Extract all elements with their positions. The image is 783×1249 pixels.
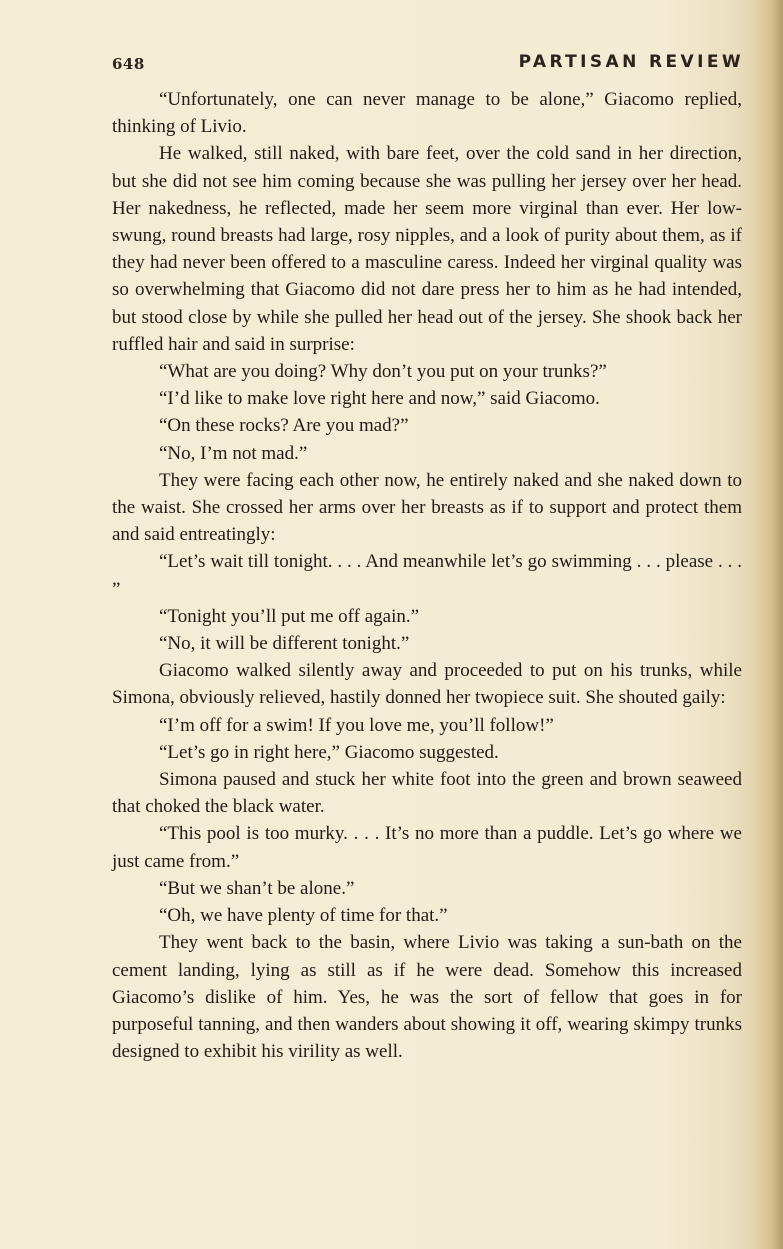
paragraph: “On these rocks? Are you mad?”: [159, 415, 409, 437]
body-text: [112, 86, 742, 1065]
page-gutter-shadow: [753, 0, 783, 1249]
paragraph: “I’m off for a swim! If you love me, you’ll follow!”: [159, 714, 554, 736]
paragraph: “Tonight you’ll put me off again.”: [159, 605, 420, 627]
paragraph: “Oh, we have plenty of time for that.”: [159, 905, 448, 927]
paragraph: He walked, still naked, with bare feet, over the cold sand in her direction, but she did not see him coming because she was pulling her jersey over her head. Her nakedness, he reflected, made her seem more virginal than ever. Her low-swung, round breasts had large, rosy nipples, and a look of purity about them, as if they had never been offered to a masculine caress. Indeed her virginal quality was so overwhelming that Giacomo did not dare press her to him as he had intended, but stood close by while she pulled her head out of the jersey. She shook back her ruffled hair and said in surprise:: [112, 143, 742, 355]
paragraph: “What are you doing? Why don’t you put on your trunks?”: [159, 361, 607, 383]
paragraph: “This pool is too murky. . . . It’s no more than a puddle. Let’s go where we just came from.”: [112, 823, 742, 872]
paragraph: “No, it will be different tonight.”: [159, 633, 410, 655]
page-header: [112, 52, 744, 82]
running-title: PARTISAN REVIEW: [518, 52, 744, 72]
paragraph: “Let’s wait till tonight. . . . And meanwhile let’s go swimming . . . please . . . ”: [112, 551, 742, 600]
paragraph: Giacomo walked silently away and proceeded to put on his trunks, while Simona, obviously relieved, hastily donned her twopiece suit. She shouted gaily:: [112, 660, 742, 709]
paragraph: “Unfortunately, one can never manage to be alone,” Giacomo replied, thinking of Livio.: [112, 89, 742, 138]
paragraph: They went back to the basin, where Livio was taking a sun-bath on the cement landing, lying as still as if he were dead. Somehow this increased Giacomo’s dislike of him. Yes, he was the sort of fellow that goes in for purposeful tanning, and then wanders about showing it off, wearing skimpy trunks designed to exhibit his virility as well.: [112, 932, 742, 1063]
paragraph: “I’d like to make love right here and now,” said Giacomo.: [159, 388, 600, 410]
paragraph: “But we shan’t be alone.”: [159, 877, 355, 899]
paragraph: Simona paused and stuck her white foot into the green and brown seaweed that choked the black water.: [112, 769, 742, 818]
paragraph: “No, I’m not mad.”: [159, 442, 308, 464]
paragraph: “Let’s go in right here,” Giacomo suggested.: [159, 741, 499, 763]
paragraph: They were facing each other now, he entirely naked and she naked down to the waist. She crossed her arms over her breasts as if to support and protect them and said entreatingly:: [112, 469, 742, 546]
page-number: 648: [112, 55, 145, 73]
